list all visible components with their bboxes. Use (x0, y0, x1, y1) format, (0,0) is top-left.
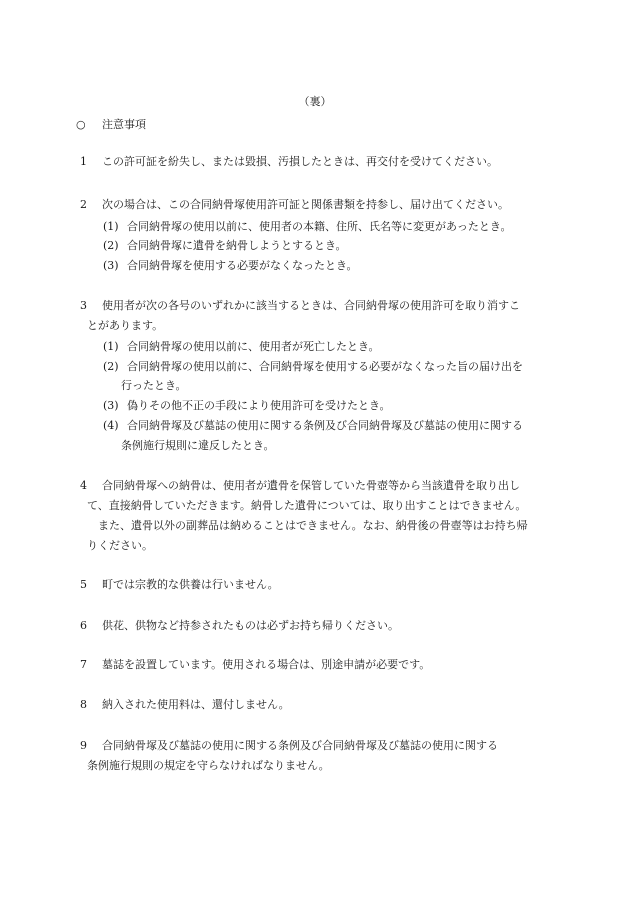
sub-item-text: 合同納骨塚に遺骨を納骨しようとするとき。 (127, 239, 347, 252)
notice-item-2 (80, 195, 560, 215)
item-text: 合同納骨塚への納骨は、使用者が遺骨を保管していた骨壺等から当該遺骨を取り出し (102, 479, 520, 492)
sub-item-text: 偽りその他不正の手段により使用許可を受けたとき。 (127, 399, 391, 412)
notice-item-6 (80, 616, 560, 636)
item-number: 4 (80, 479, 87, 492)
sub-item-number: (2) (103, 239, 119, 252)
item-text: 合同納骨塚及び墓誌の使用に関する条例及び合同納骨塚及び墓誌の使用に関する (102, 739, 498, 752)
sub-item-3-4 (103, 416, 563, 436)
item-number: 8 (80, 698, 87, 711)
sub-item-text: 合同納骨塚の使用以前に、合同納骨塚を使用する必要がなくなった旨の届け出を (127, 360, 523, 373)
circle-mark-icon: ○ (76, 118, 86, 131)
sub-item-text: 合同納骨塚の使用以前に、使用者が死亡したとき。 (127, 340, 380, 353)
notice-item-3 (80, 296, 570, 316)
sub-item-text: 合同納骨塚及び墓誌の使用に関する条例及び合同納骨塚及び墓誌の使用に関する (127, 419, 523, 432)
notice-item-5 (80, 575, 560, 595)
item-9-continuation: 条例施行規則の規定を守らなければなりません。 (87, 759, 330, 772)
sub-item-3-2 (103, 357, 563, 377)
sub-item-2-2 (103, 236, 563, 256)
sub-item-3-3 (103, 396, 563, 416)
notice-item-1 (80, 152, 560, 172)
notice-item-8 (80, 695, 560, 715)
item-number: 7 (80, 658, 87, 671)
notice-item-4 (80, 476, 570, 496)
sub-item-2-3 (103, 256, 563, 276)
item-text: 使用者が次の各号のいずれかに該当するときは、合同納骨塚の使用許可を取り消すこ (102, 299, 520, 312)
item-3-continuation: とがあります。 (87, 319, 164, 332)
sub-item-number: (1) (103, 220, 119, 233)
item-number: 3 (80, 299, 87, 312)
sub-item-3-2-continuation: 行ったとき。 (121, 379, 187, 392)
item-text: 供花、供物など持参されたものは必ずお持ち帰りください。 (102, 619, 399, 632)
item-4-continuation-2: また、遺骨以外の副葬品は納めることはできません。なお、納骨後の骨壺等はお持ち帰 (98, 519, 528, 532)
sub-item-2-1 (103, 217, 563, 237)
sub-item-number: (3) (103, 399, 119, 412)
item-number: 2 (80, 198, 87, 211)
item-number: 6 (80, 619, 87, 632)
back-side-label: （裏） (298, 95, 332, 108)
sub-item-3-1 (103, 337, 563, 357)
item-number: 5 (80, 578, 87, 591)
sub-item-number: (1) (103, 340, 119, 353)
item-number: 1 (80, 155, 87, 168)
item-text: 次の場合は、この合同納骨塚使用許可証と関係書類を持参し、届け出てください。 (102, 198, 509, 211)
sub-item-text: 合同納骨塚を使用する必要がなくなったとき。 (127, 259, 358, 272)
item-4-continuation-3: りください。 (87, 539, 153, 552)
sub-item-number: (2) (103, 360, 119, 373)
notice-item-7 (80, 655, 560, 675)
sub-item-3-4-continuation: 条例施行規則に違反したとき。 (121, 439, 275, 452)
sub-item-number: (3) (103, 259, 119, 272)
sub-item-text: 合同納骨塚の使用以前に、使用者の本籍、住所、氏名等に変更があったとき。 (127, 220, 512, 233)
item-text: 納入された使用料は、還付しません。 (102, 698, 290, 711)
item-text: 町では宗教的な供養は行いません。 (102, 578, 279, 591)
item-text: 墓誌を設置しています。使用される場合は、別途申請が必要です。 (102, 658, 431, 671)
sub-item-number: (4) (103, 419, 119, 432)
notice-item-9 (80, 736, 560, 756)
notes-heading (76, 115, 146, 135)
item-text: この許可証を紛失し、または毀損、汚損したときは、再交付を受けてください。 (102, 155, 498, 168)
notes-heading-text: 注意事項 (102, 118, 146, 131)
item-4-continuation-1: て、直接納骨していただきます。納骨した遺骨については、取り出すことはできません。 (87, 499, 527, 512)
item-number: 9 (80, 739, 87, 752)
